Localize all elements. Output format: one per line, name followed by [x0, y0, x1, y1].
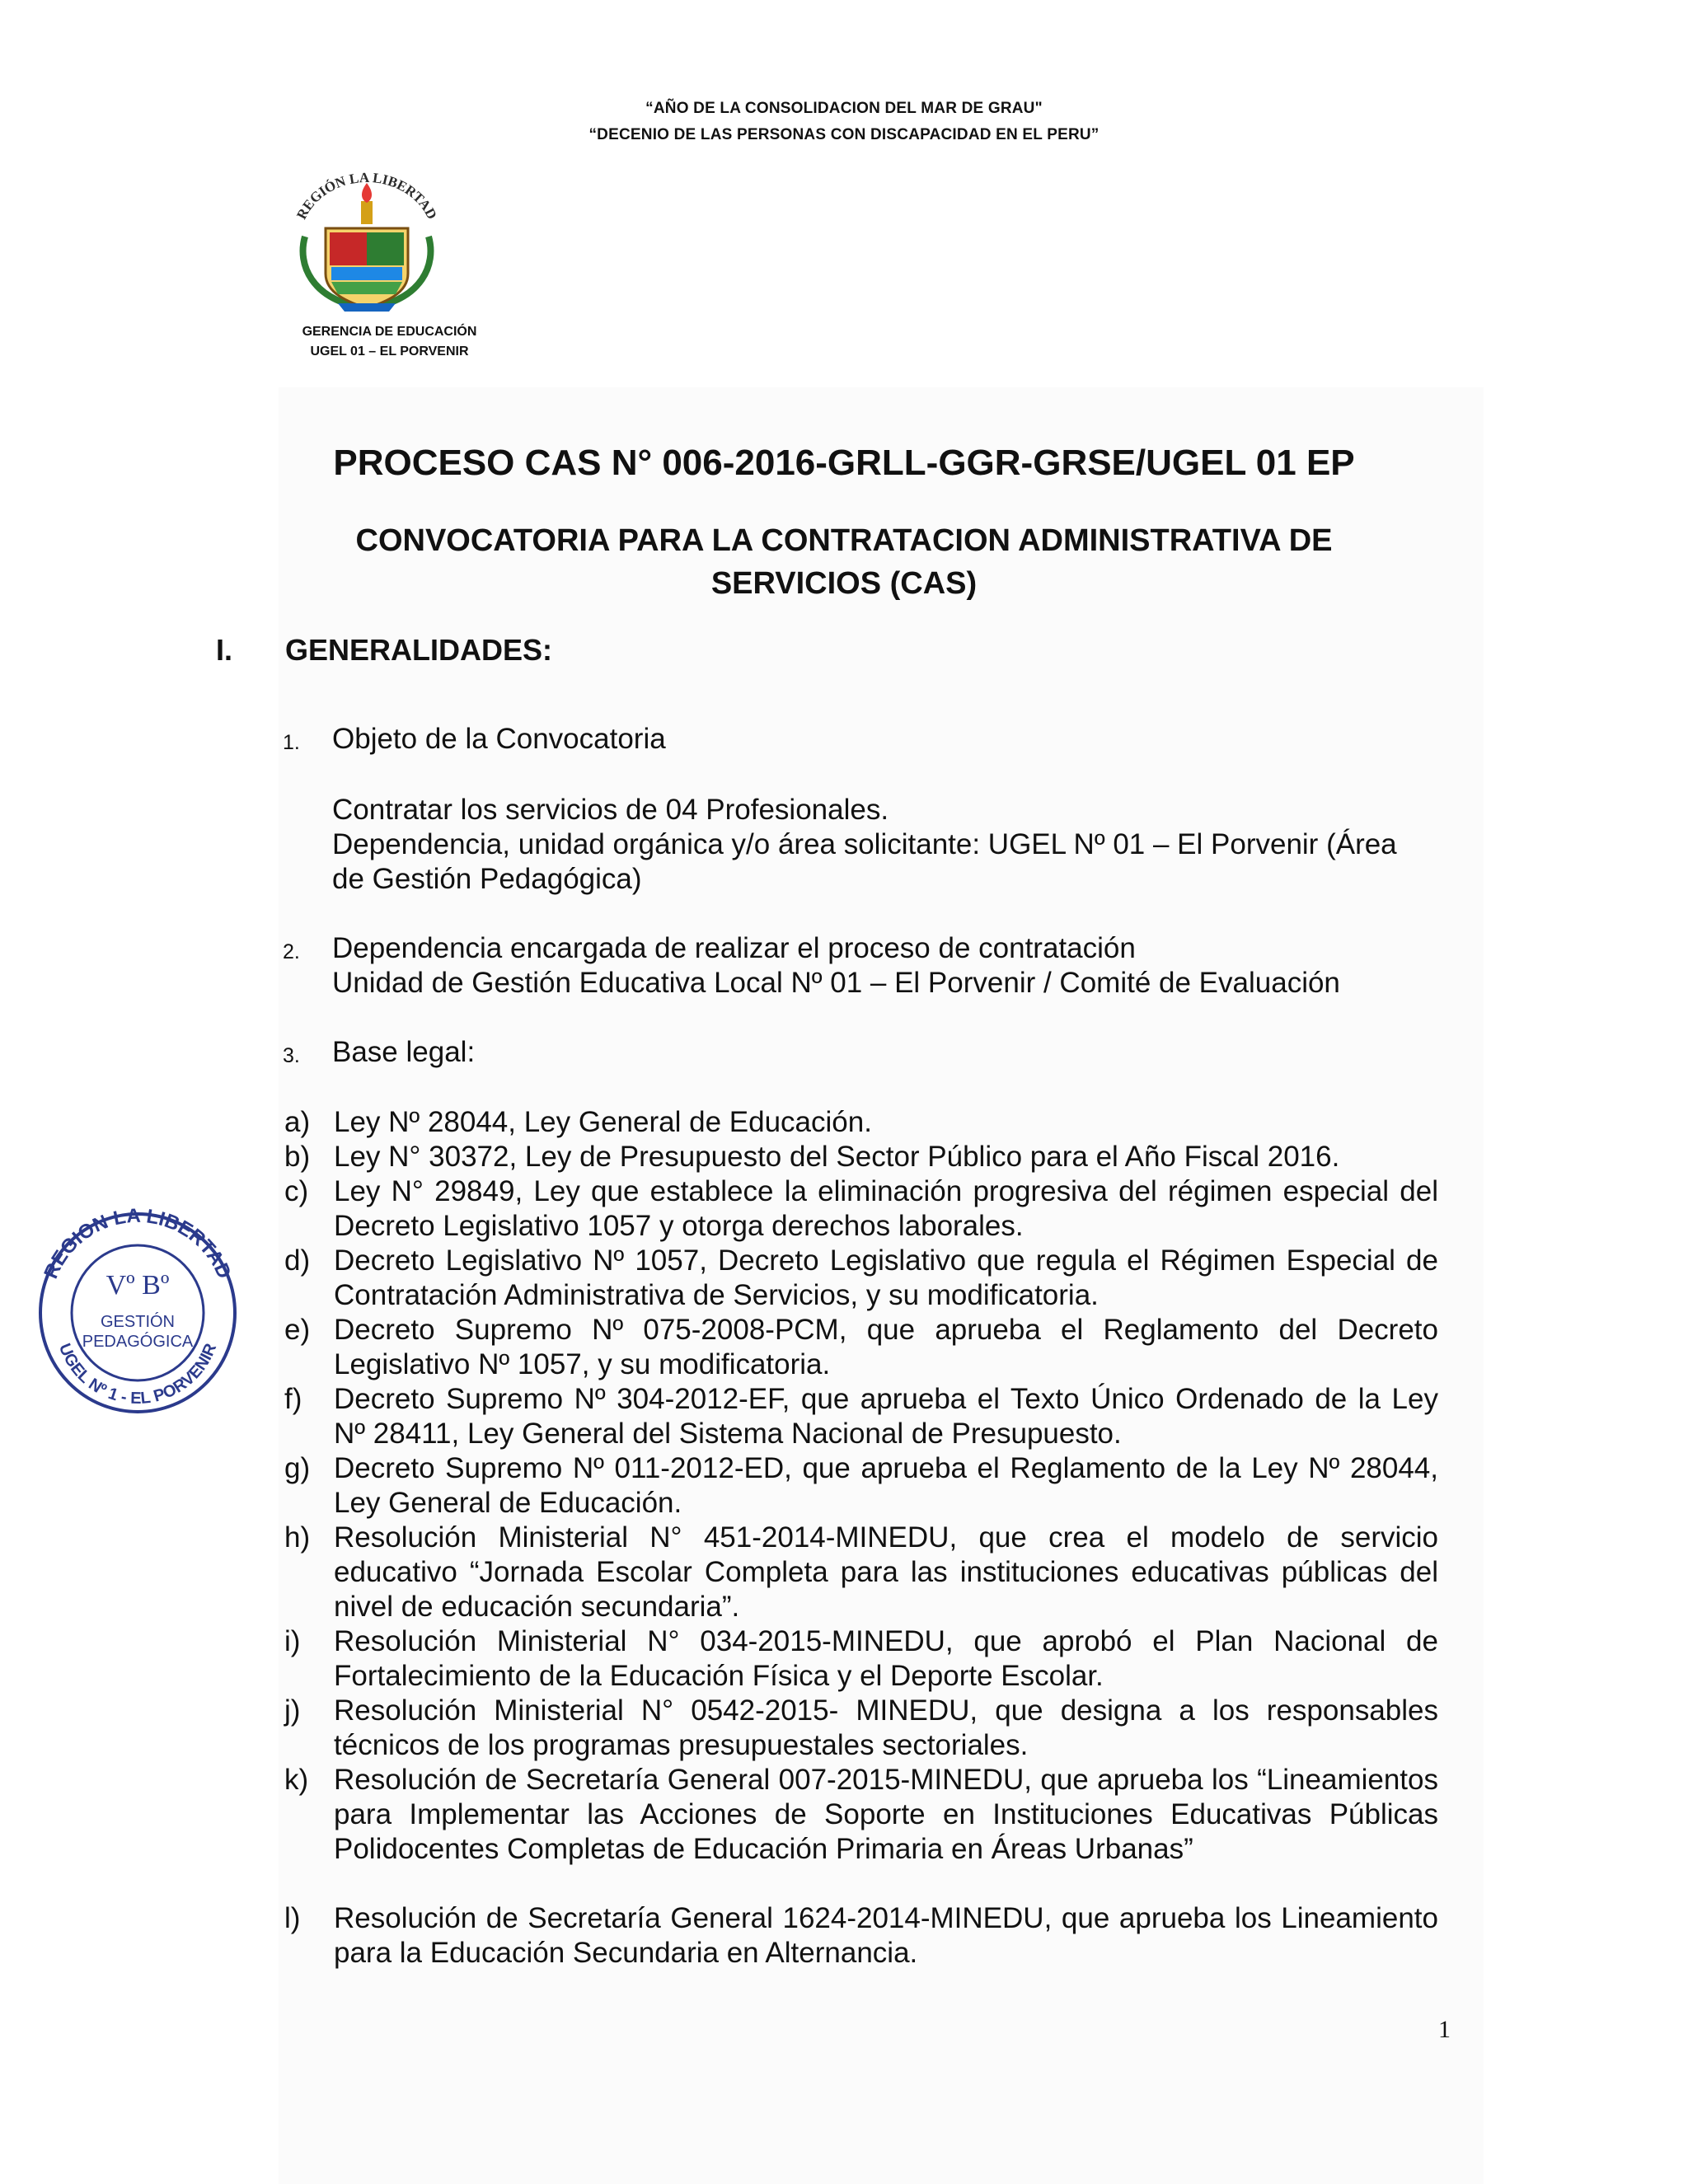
legal-item-letter: d) — [284, 1244, 311, 1277]
item-line: Dependencia, unidad orgánica y/o área solicitante: UGEL Nº 01 – El Porvenir (Área — [332, 828, 1397, 860]
legal-item-text: Ley Nº 28044, Ley General de Educación. — [334, 1106, 872, 1138]
page-number: 1 — [1438, 2016, 1451, 2043]
stamp-inner-text-line1: GESTIÓN — [100, 1313, 176, 1331]
stamp-outer-bottom-text: UGEL Nº 1 - EL PORVENIR — [54, 1341, 221, 1408]
region-crest-logo — [280, 158, 453, 315]
document-subtitle-line1: CONVOCATORIA PARA LA CONTRATACION ADMINISTRATIVA DE — [355, 523, 1333, 558]
stamp-outer-top-text: REGION LA LIBERTAD — [40, 1204, 236, 1282]
item-line: Unidad de Gestión Educativa Local Nº 01 – El Porvenir / Comité de Evaluación — [332, 967, 1340, 999]
legal-item-text: Resolución Ministerial N° 0542-2015- MINEDU, que designa a los responsables técnicos de los programas presupuestales sectoriales. — [334, 1694, 1438, 1761]
legal-item-text: Decreto Supremo Nº 304-2012-EF, que aprueba el Texto Único Ordenado de la Ley Nº 28411, Ley General del Sistema Nacional de Presupuesto. — [334, 1383, 1438, 1450]
legal-item-letter: j) — [284, 1694, 301, 1727]
legal-item-text: Decreto Legislativo Nº 1057, Decreto Legislativo que regula el Régimen Especial de Contratación Administrativa de Servicios, y su modificatoria. — [334, 1244, 1438, 1311]
item-heading: Dependencia encargada de realizar el proceso de contratación — [332, 932, 1136, 964]
legal-item-letter: b) — [284, 1141, 311, 1173]
crest-caption-agency: GERENCIA DE EDUCACIÓN — [302, 325, 477, 339]
legal-item-letter: a) — [284, 1106, 311, 1138]
item-number: 1. — [283, 731, 300, 754]
legal-item-letter: f) — [284, 1383, 302, 1415]
section-title: GENERALIDADES: — [285, 633, 553, 667]
document-subtitle-line2: SERVICIOS (CAS) — [710, 566, 978, 601]
legal-item-text: Resolución Ministerial N° 451-2014-MINEDU, que crea el modelo de servicio educativo “Jornada Escolar Completa para las instituciones educativas públicas del nivel de educación secundaria”. — [334, 1521, 1438, 1623]
item-line: Contratar los servicios de 04 Profesionales. — [332, 794, 889, 826]
section-number: I. — [216, 633, 233, 667]
legal-item-text: Decreto Supremo Nº 075-2008-PCM, que aprueba el Reglamento del Decreto Legislativo Nº 1057, y su modificatoria. — [334, 1314, 1438, 1380]
item-heading: Base legal: — [332, 1036, 476, 1068]
legal-item-letter: i) — [284, 1625, 301, 1657]
item-heading: Objeto de la Convocatoria — [332, 723, 666, 755]
legal-item-text: Decreto Supremo Nº 011-2012-ED, que aprueba el Reglamento de la Ley Nº 28044, Ley General de Educación. — [334, 1452, 1438, 1519]
header-decade-motto: “DECENIO DE LAS PERSONAS CON DISCAPACIDAD EN EL PERU” — [588, 126, 1100, 143]
legal-item-letter: h) — [284, 1521, 311, 1554]
item-number: 2. — [283, 940, 300, 963]
legal-item-letter: l) — [284, 1902, 301, 1934]
legal-item-text: Resolución de Secretaría General 1624-2014-MINEDU, que aprueba los Lineamiento para la Educación Secundaria en Alternancia. — [334, 1902, 1438, 1969]
stamp-inner-text-line2: PEDAGÓGICA — [82, 1333, 194, 1351]
legal-item-text: Resolución Ministerial N° 034-2015-MINEDU, que aprobó el Plan Nacional de Fortalecimiento de la Educación Física y el Deporte Escolar. — [334, 1625, 1438, 1692]
approval-stamp — [26, 1185, 249, 1432]
header-year-motto: “AÑO DE LA CONSOLIDACION DEL MAR DE GRAU" — [645, 100, 1043, 117]
item-line: de Gestión Pedagógica) — [332, 863, 642, 895]
legal-item-text: Ley N° 29849, Ley que establece la eliminación progresiva del régimen especial del Decreto Legislativo 1057 y otorga derechos laborales. — [334, 1175, 1438, 1242]
legal-item-letter: k) — [284, 1764, 309, 1796]
stamp-vobo-text: Vº Bº — [106, 1270, 170, 1301]
legal-item-letter: e) — [284, 1314, 311, 1346]
legal-item-text: Resolución de Secretaría General 007-2015-MINEDU, que aprueba los “Lineamientos para Implementar las Acciones de Soporte en Instituciones Educativas Públicas Polidocentes Completas de Educación Primaria en Áreas Urbanas” — [334, 1764, 1438, 1865]
legal-item-letter: c) — [284, 1175, 309, 1207]
crest-caption-ugel: UGEL 01 – EL PORVENIR — [310, 344, 469, 359]
crest-arc-text: REGIÓN LA LIBERTAD — [293, 169, 440, 223]
legal-item-text: Ley N° 30372, Ley de Presupuesto del Sector Público para el Año Fiscal 2016. — [334, 1141, 1340, 1173]
item-number: 3. — [283, 1044, 300, 1067]
document-title: PROCESO CAS N° 006-2016-GRLL-GGR-GRSE/UGEL 01 EP — [333, 443, 1355, 483]
legal-item-letter: g) — [284, 1452, 311, 1484]
